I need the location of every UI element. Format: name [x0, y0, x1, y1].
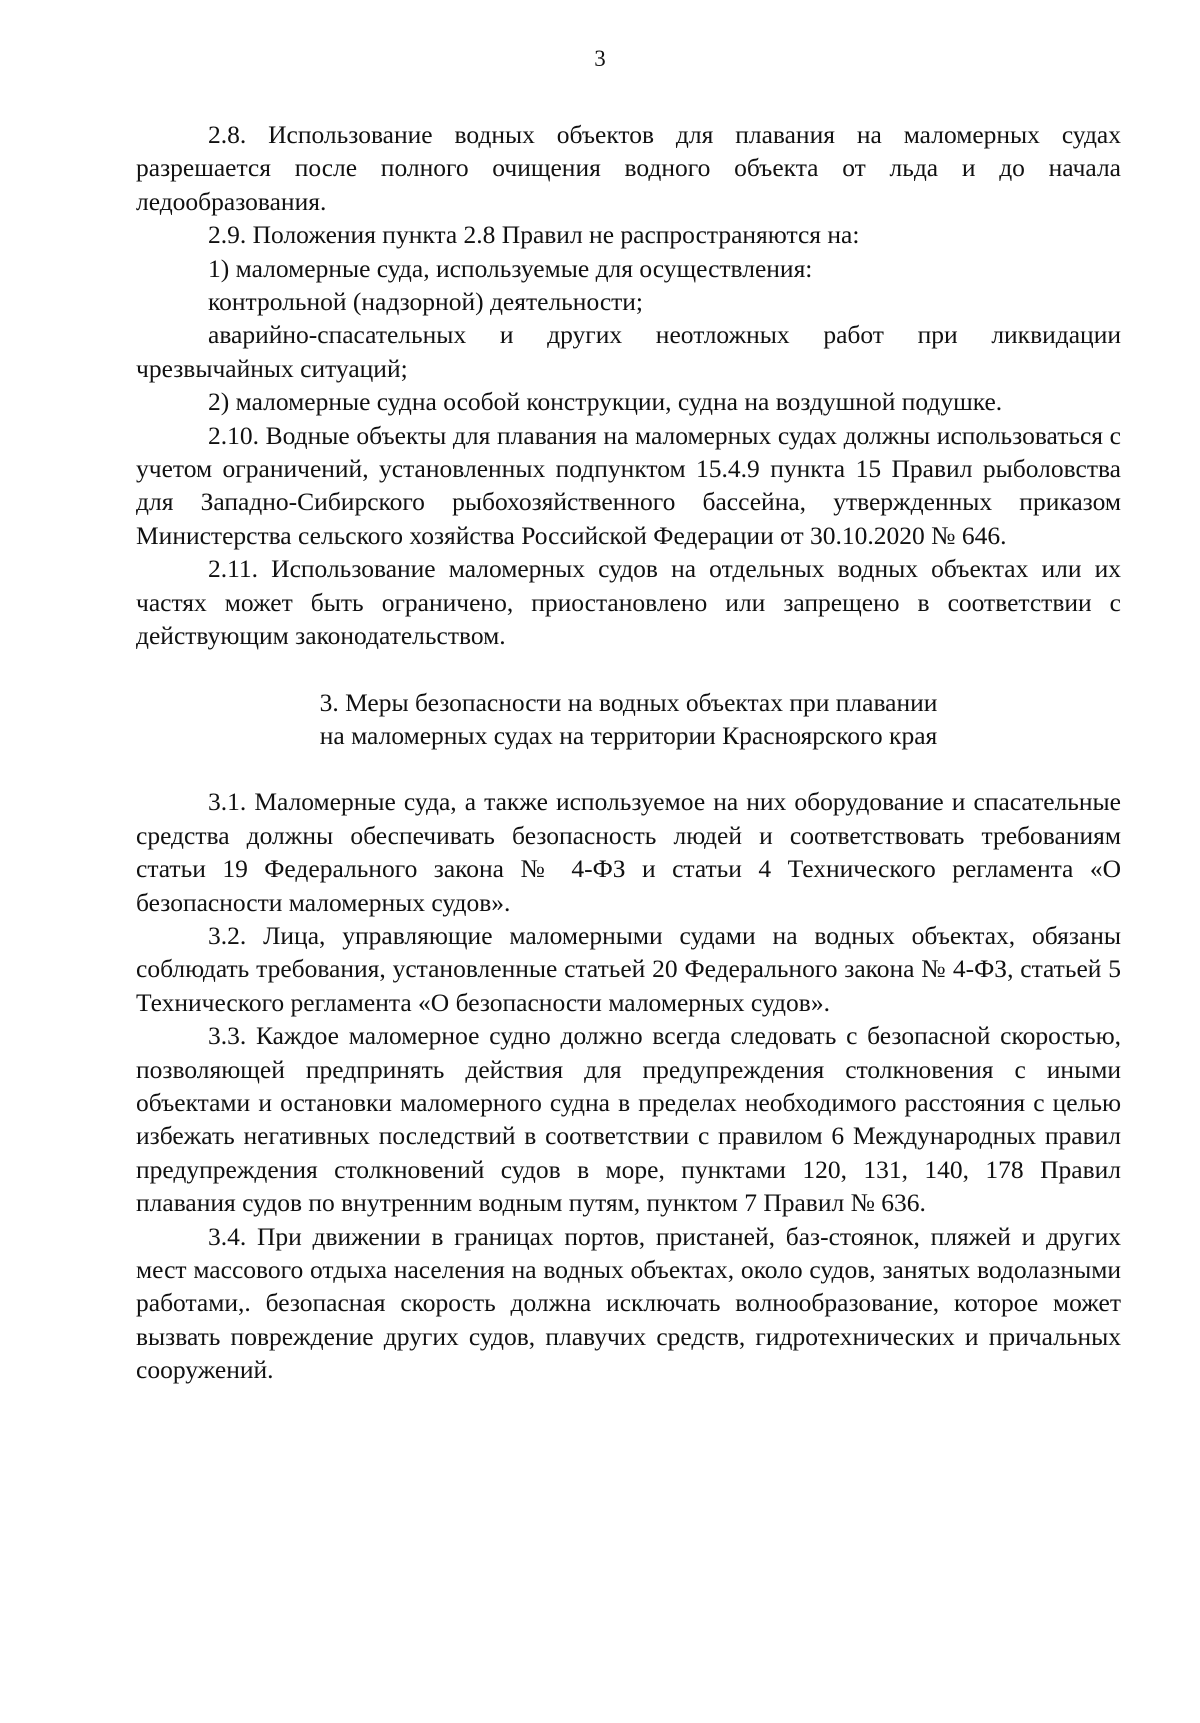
list-subitem-emergency: аварийно-спасательных и других неотложных работ при ликвидации чрезвычайных ситуаций; [136, 320, 1121, 383]
paragraph-3-3: 3.3. Каждое маломерное судно должно всегда следовать с безопасной скоростью, позволяющей предпринять действия для предупреждения столкновения с иными объектами и остановки маломерного судна в пределах необходимого расстояния с целью избежать негативных последствий в соответствии с правилом 6 Международных правил предупреждения столкновений судов в море, пунктами 120, 131, 140, 178 Правил плавания судов по внутренним водным путям, пунктом 7 Правил № 636. [136, 1021, 1121, 1218]
paragraph-2-10: 2.10. Водные объекты для плавания на маломерных судах должны использоваться с учетом ограничений, установленных подпунктом 15.4.9 пункта 15 Правил рыболовства для Западно-Сибирского рыбохозяйственного бассейна, утвержденных приказом Министерства сельского хозяйства Российской Федерации от 30.10.2020 № 646. [136, 420, 1121, 550]
list-item-2-9-1: 1) маломерные суда, используемые для осуществления: [208, 253, 813, 283]
paragraph-3-4: 3.4. При движении в границах портов, пристаней, баз-стоянок, пляжей и других мест массового отдыха населения на водных объектах, около судов, занятых водолазными работами,. безопасная скорость должна исключать волнообразование, которое может вызвать повреждение других судов, плавучих средств, гидротехнических и причальных сооружений. [136, 1221, 1121, 1385]
paragraph-2-9: 2.9. Положения пункта 2.8 Правил не распространяются на: [208, 220, 860, 250]
list-subitem-control: контрольной (надзорной) деятельности; [208, 287, 644, 317]
page-number: 3 [594, 46, 606, 71]
paragraph-3-1: 3.1. Маломерные суда, а также используемое на них оборудование и спасательные средства должны обеспечивать безопасность людей и соответствовать требованиям статьи 19 Федерального закона № 4-ФЗ и статьи 4 Технического регламента «О безопасности маломерных судов». [136, 787, 1121, 917]
section-heading-line-1: 3. Меры безопасности на водных объектах при плавании [319, 687, 938, 717]
paragraph-2-11: 2.11. Использование маломерных судов на отдельных водных объектах или их частях может быть ограничено, приостановлено или запрещено в соответствии с действующим законодательством. [136, 554, 1121, 651]
document-body [136, 118, 1121, 1387]
paragraph-3-2: 3.2. Лица, управляющие маломерными судами на водных объектах, обязаны соблюдать требования, установленные статьей 20 Федерального закона № 4-ФЗ, статьей 5 Технического регламента «О безопасности маломерных судов». [136, 920, 1121, 1017]
section-3-heading [136, 686, 1121, 753]
section-heading-line-2: на маломерных судах на территории Красноярского края [319, 720, 938, 750]
paragraph-2-8: 2.8. Использование водных объектов для плавания на маломерных судах разрешается после полного очищения водного объекта от льда и до начала ледообразования. [136, 120, 1121, 216]
list-item-2-9-2: 2) маломерные судна особой конструкции, судна на воздушной подушке. [208, 387, 1003, 417]
